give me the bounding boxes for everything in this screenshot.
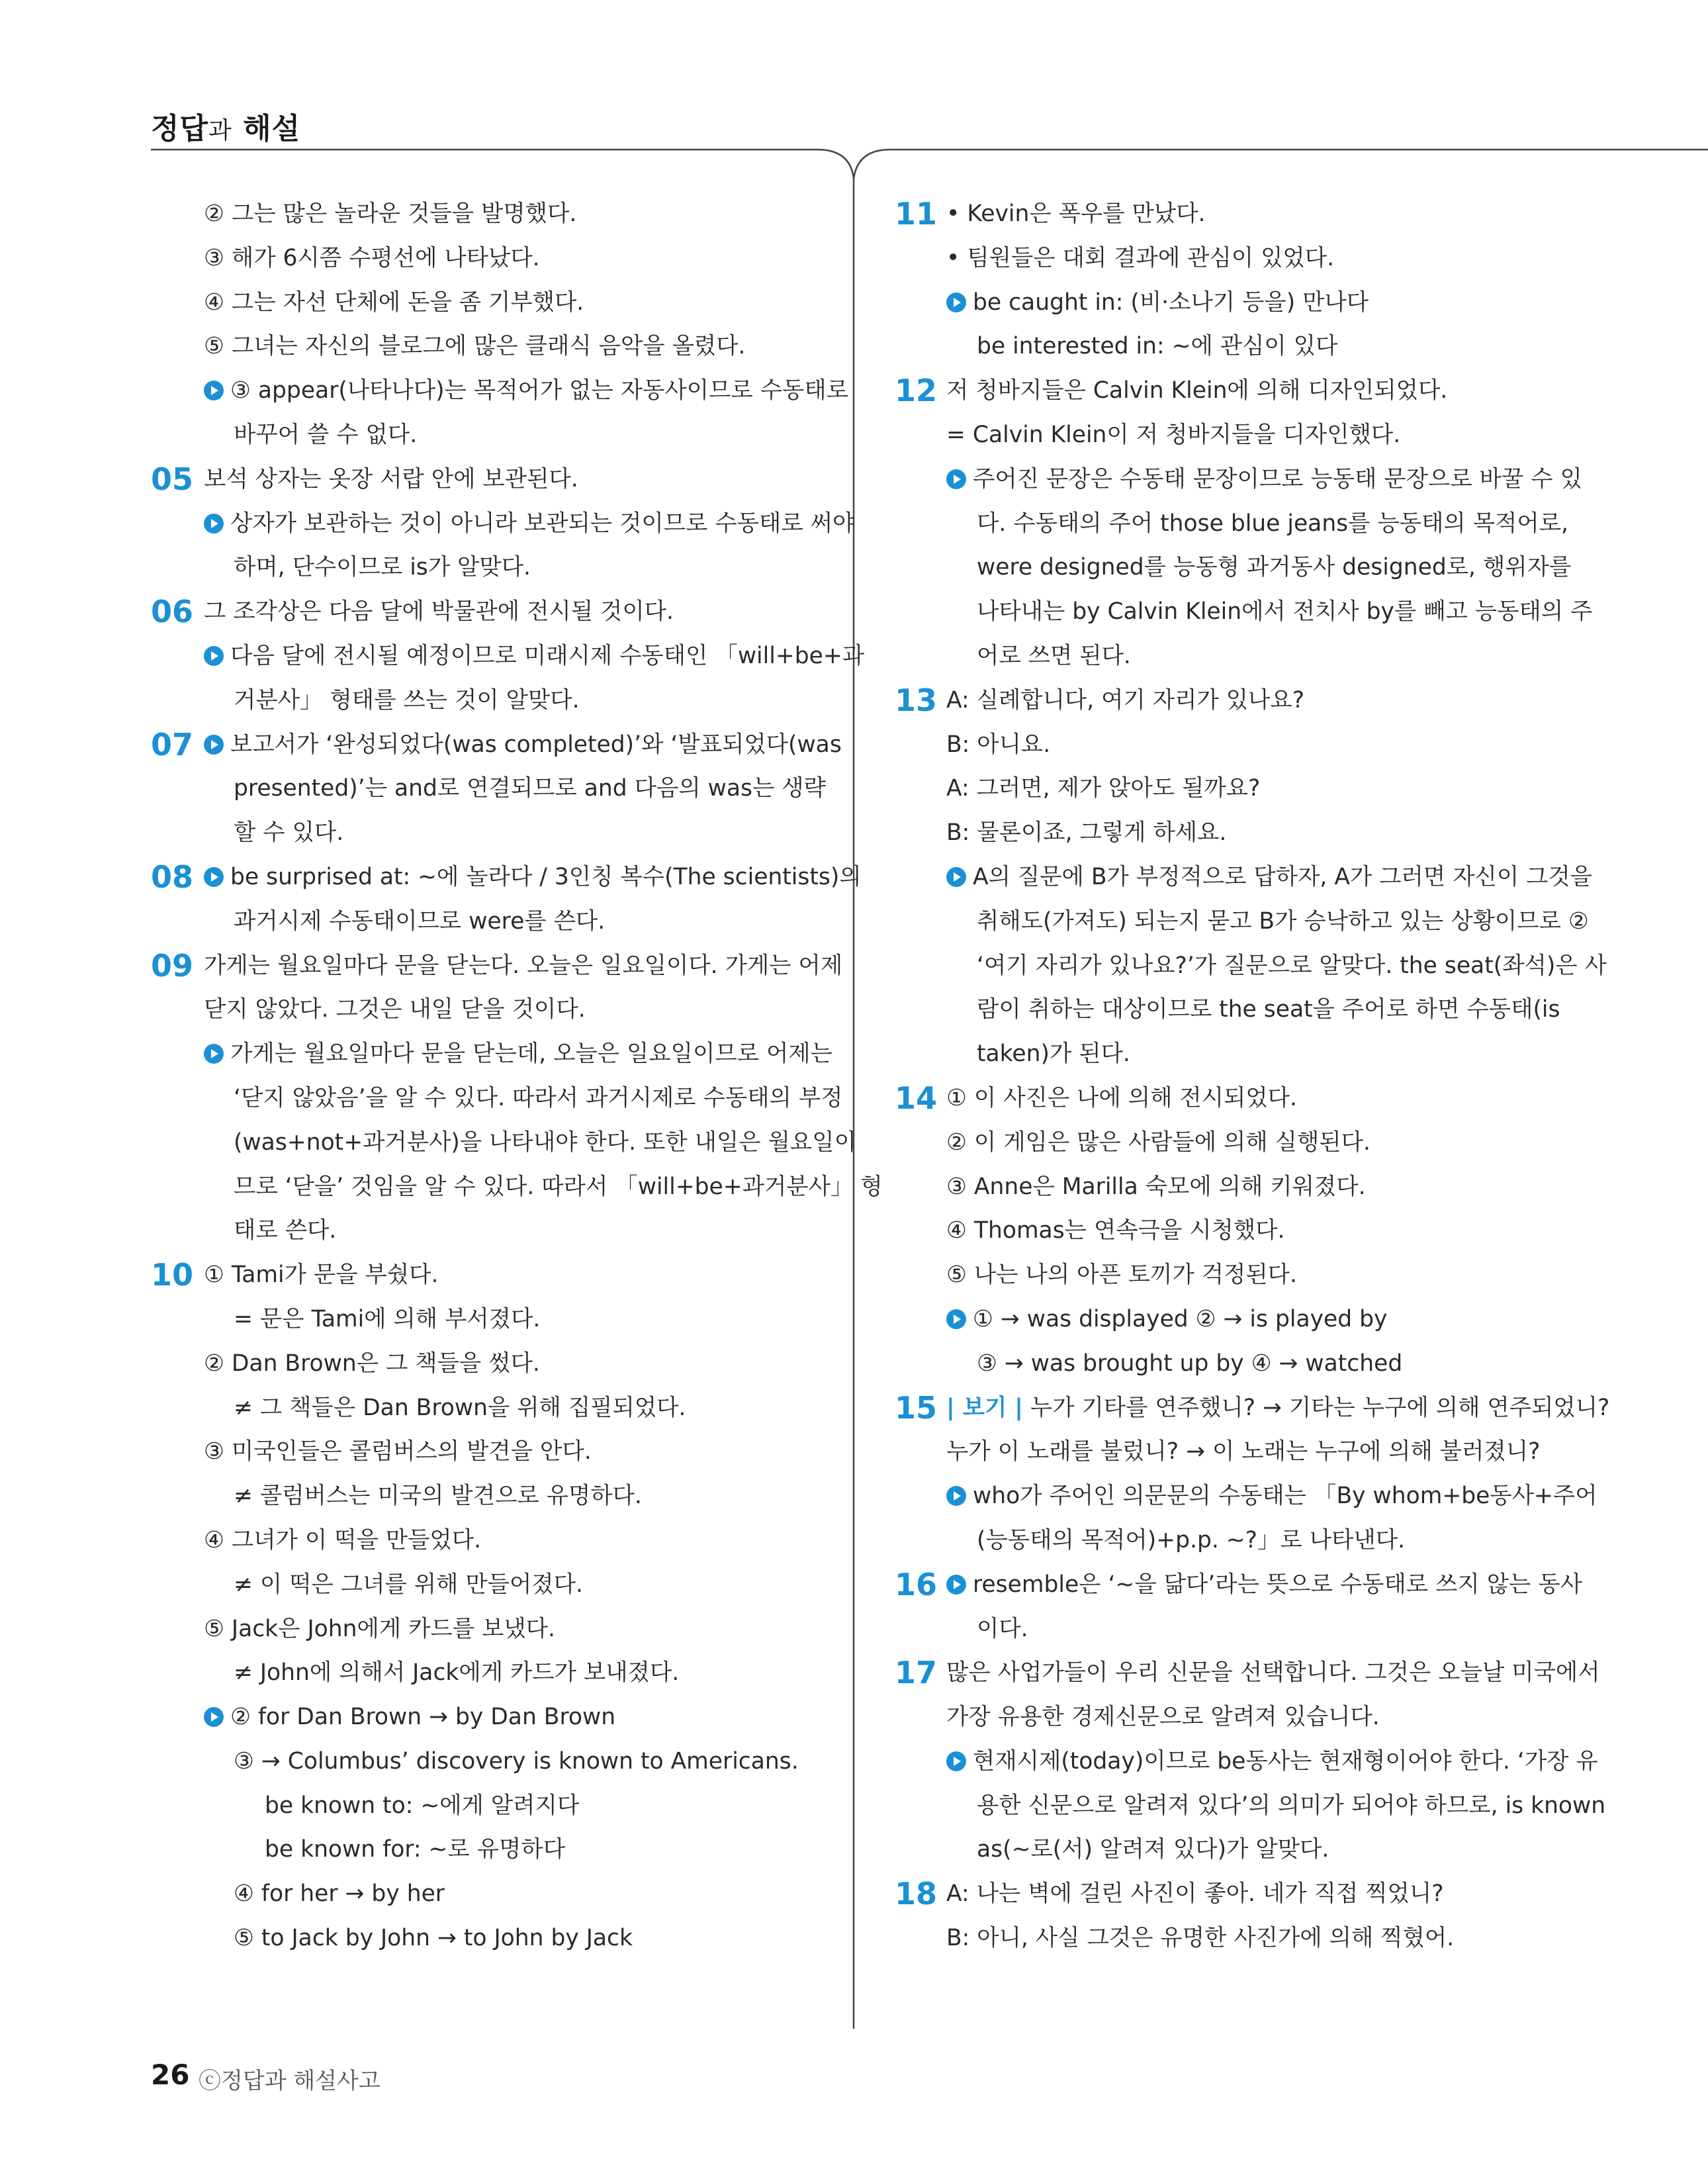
text-line (895, 900, 1589, 944)
answer-arrow-icon (946, 293, 966, 312)
line-text: ‘여기 자리가 있나요?’가 질문으로 알맞다. the seat(좌석)은 사 (977, 952, 1607, 979)
answer-arrow-icon (946, 469, 966, 489)
text-line (895, 1121, 1563, 1165)
line-text: A의 질문에 B가 부정적으로 답하자, A가 그러면 자신이 그것을 (973, 863, 1593, 890)
line-text: B: 아니요. (946, 731, 1051, 758)
header-title-a: 정답 (151, 112, 209, 146)
text-line (151, 1032, 832, 1076)
line-text: resemble은 ‘~을 닮다’라는 뜻으로 수동태로 쓰지 않는 동사 (973, 1571, 1582, 1598)
question-number: 10 (151, 1257, 194, 1293)
line-text: be caught in: (비·소나기 등을) 만나다 (973, 289, 1369, 316)
line-text: A: 실례합니다, 여기 자리가 있나요? (946, 686, 1305, 714)
line-text: ③ 미국인들은 콜럼버스의 발견을 안다. (204, 1438, 592, 1465)
text-line (895, 1474, 1597, 1518)
left-column (151, 192, 883, 1961)
text-line (151, 1430, 819, 1474)
line-text: ③ Anne은 Marilla 숙모에 의해 키워졌다. (946, 1173, 1366, 1200)
text-line (895, 1430, 1563, 1474)
line-text: were designed를 능동형 과거동사 designed로, 행위자를 (977, 554, 1572, 581)
line-text: 주어진 문장은 수동태 문장이므로 능동태 문장으로 바꿀 수 있 (973, 465, 1582, 492)
line-text: 가게는 월요일마다 문을 닫는데, 오늘은 일요일이므로 어제는 (230, 1041, 832, 1068)
text-line (895, 457, 1582, 502)
line-text: • Kevin은 폭우를 만났다. (946, 201, 1206, 227)
line-text: ③ appear(나타나다)는 목적어가 없는 자동사이므로 수동태로 (230, 377, 849, 404)
line-text: ④ 그녀가 이 떡을 만들었다. (204, 1526, 482, 1553)
line-text: 하며, 단수이므로 is가 알맞다. (234, 554, 531, 581)
question-number: 17 (895, 1655, 938, 1691)
line-text: 가장 유용한 경제신문으로 알려져 있습니다. (946, 1704, 1380, 1731)
text-line (151, 457, 819, 502)
text-line (895, 766, 1563, 811)
line-text: (능동태의 목적어)+p.p. ~?」로 나타낸다. (977, 1526, 1406, 1553)
text-line (895, 369, 1563, 413)
text-line (151, 855, 862, 900)
line-text: B: 물론이죠, 그렇게 하세요. (946, 819, 1227, 847)
text-line (151, 1342, 819, 1386)
question-number: 16 (895, 1566, 938, 1602)
text-line (895, 944, 1607, 988)
text-line (895, 1607, 1563, 1651)
line-text: 보고서가 ‘완성되었다(was completed)’와 ‘발표되었다(was (230, 731, 842, 758)
text-line (895, 634, 1563, 678)
text-line (151, 590, 819, 634)
line-text: ⑤ 나는 나의 아픈 토끼가 걱정된다. (946, 1262, 1297, 1289)
line-text: B: 아니, 사실 그것은 유명한 사진가에 의해 찍혔어. (946, 1925, 1455, 1952)
text-line (895, 723, 1563, 767)
text-line (151, 1121, 856, 1165)
text-line (895, 1253, 1563, 1297)
copyright-text: ⓒ정답과 해설사고 (199, 2068, 381, 2094)
line-text: ③ 해가 6시쯤 수평선에 나타났다. (204, 244, 540, 271)
line-text: taken)가 된다. (977, 1041, 1130, 1068)
text-line (895, 811, 1563, 855)
line-text: 누가 이 노래를 불렀니? → 이 노래는 누구에 의해 불러졌니? (946, 1438, 1541, 1465)
text-line (895, 1916, 1563, 1961)
text-line (895, 1076, 1563, 1121)
page-number: 26 (151, 2059, 190, 2091)
text-line (151, 1209, 819, 1253)
text-line (151, 1784, 819, 1828)
text-line (895, 1209, 1563, 1253)
line-text: 취해도(가져도) 되는지 묻고 B가 승낙하고 있는 상황이므로 ② (977, 907, 1589, 935)
text-line (151, 988, 819, 1032)
line-text: 거분사」 형태를 쓰는 것이 알맞다. (234, 686, 580, 714)
line-text: 보석 상자는 옷장 서랍 안에 보관된다. (204, 465, 578, 492)
line-text: ≠ John에 의해서 Jack에게 카드가 보내졌다. (234, 1659, 680, 1687)
line-text: 그 조각상은 다음 달에 박물관에 전시될 것이다. (204, 598, 674, 625)
text-line (151, 1165, 883, 1209)
text-line (151, 1076, 843, 1121)
text-line (151, 369, 849, 413)
answer-arrow-icon (204, 1044, 224, 1064)
line-text: 저 청바지들은 Calvin Klein에 의해 디자인되었다. (946, 377, 1448, 404)
line-text: ④ for her → by her (234, 1880, 445, 1908)
question-number: 15 (895, 1389, 938, 1426)
text-line (895, 590, 1593, 634)
line-text: 현재시제(today)이므로 be동사는 현재형이어야 한다. ‘가장 유 (973, 1747, 1598, 1775)
line-text: be known to: ~에게 알려지다 (265, 1792, 580, 1819)
answer-arrow-icon (204, 1707, 224, 1727)
answer-arrow-icon (946, 1751, 966, 1771)
line-text: 이다. (977, 1615, 1028, 1642)
line-text: 과거시제 수동태이므로 were를 쓴다. (234, 907, 606, 935)
line-text: = 문은 Tami에 의해 부서졌다. (234, 1305, 541, 1332)
line-text: 할 수 있다. (234, 819, 344, 847)
line-text: 므로 ‘닫을’ 것임을 알 수 있다. 따라서 「will+be+과거분사」 형 (234, 1173, 883, 1200)
text-line (895, 281, 1563, 325)
text-line (151, 1607, 819, 1651)
text-line (151, 766, 826, 811)
text-line (151, 413, 819, 457)
line-text: 어로 쓰면 된다. (977, 642, 1131, 669)
text-line (895, 1828, 1563, 1872)
text-line (895, 1518, 1563, 1563)
answer-arrow-icon (204, 646, 224, 666)
header-title-b: 과 (208, 117, 232, 144)
line-text: ① 이 사진은 나에 의해 전시되었다. (946, 1084, 1297, 1111)
answer-arrow-icon (946, 1486, 966, 1506)
question-number: 18 (895, 1876, 938, 1912)
text-line (895, 1695, 1563, 1739)
line-text: ③ → Columbus’ discovery is known to Americans. (234, 1747, 799, 1775)
line-text: ② 그는 많은 놀라운 것들을 발명했다. (204, 201, 577, 227)
question-number: 14 (895, 1080, 938, 1116)
line-text: (was+not+과거분사)을 나타내야 한다. 또한 내일은 월요일이 (234, 1129, 856, 1156)
text-line (151, 1739, 819, 1784)
text-line (895, 1872, 1563, 1916)
answer-arrow-icon (946, 1309, 966, 1329)
line-text: 용한 신문으로 알려져 있다’의 의미가 되어야 하므로, is known (977, 1792, 1606, 1819)
line-text: ≠ 그 책들은 Dan Brown을 위해 집필되었다. (234, 1394, 686, 1421)
text-line (895, 1165, 1563, 1209)
text-line (895, 678, 1563, 723)
right-column (895, 192, 1610, 1961)
text-line (151, 324, 819, 369)
text-line (151, 723, 842, 767)
line-text: ④ Thomas는 연속극을 시청했다. (946, 1217, 1285, 1244)
text-line (895, 1297, 1563, 1342)
question-number: 12 (895, 373, 938, 409)
line-text: ① → was displayed ② → is played by (973, 1305, 1388, 1332)
answer-arrow-icon (946, 867, 966, 887)
line-text: ② for Dan Brown → by Dan Brown (230, 1704, 616, 1731)
line-text: ③ → was brought up by ④ → watched (977, 1350, 1403, 1377)
line-text: be surprised at: ~에 놀라다 / 3인칭 복수(The scientists)의 (230, 863, 862, 890)
text-line (895, 1563, 1582, 1607)
text-line (151, 944, 843, 988)
text-line (151, 634, 865, 678)
text-line (895, 1342, 1563, 1386)
text-line (895, 1784, 1606, 1828)
text-line (151, 281, 819, 325)
question-number: 06 (151, 594, 194, 630)
line-text: as(~로(서) 알려져 있다)가 알맞다. (977, 1836, 1329, 1863)
question-number: 07 (151, 726, 194, 763)
text-line (895, 192, 1563, 236)
header-title-c: 해설 (243, 112, 301, 146)
line-text: ≠ 콜럼버스는 미국의 발견으로 유명하다. (234, 1483, 642, 1510)
text-line (151, 502, 855, 546)
text-line (151, 1297, 819, 1342)
answer-arrow-icon (946, 1575, 966, 1595)
example-label: | 보기 | (946, 1394, 1023, 1421)
answer-arrow-icon (204, 735, 224, 755)
question-number: 13 (895, 682, 938, 718)
line-text: 나타내는 by Calvin Klein에서 전치사 by를 빼고 능동태의 주 (977, 598, 1593, 625)
text-line (895, 413, 1563, 457)
line-text: ② 이 게임은 많은 사람들에 의해 실행된다. (946, 1129, 1371, 1156)
line-text: 바꾸어 쓸 수 없다. (234, 421, 418, 448)
line-text: ② Dan Brown은 그 책들을 썼다. (204, 1350, 540, 1377)
line-text: 닫지 않았다. 그것은 내일 닫을 것이다. (204, 996, 586, 1023)
line-text: • 팀원들은 대회 결과에 관심이 있었다. (946, 244, 1335, 271)
answer-arrow-icon (204, 381, 224, 400)
text-line (151, 1386, 819, 1430)
line-text: ‘닫지 않았음’을 알 수 있다. 따라서 과거시제로 수동태의 부정 (234, 1084, 843, 1111)
line-text: A: 나는 벽에 걸린 사진이 좋아. 네가 직접 찍었니? (946, 1880, 1444, 1908)
text-line (151, 1253, 819, 1297)
question-number: 08 (151, 858, 194, 895)
question-number: 05 (151, 461, 194, 497)
text-line (151, 236, 819, 281)
text-line (151, 1695, 819, 1739)
line-text: be known for: ~로 유명하다 (265, 1836, 566, 1863)
line-text: be interested in: ~에 관심이 있다 (977, 333, 1338, 360)
line-text: ≠ 이 떡은 그녀를 위해 만들어졌다. (234, 1571, 583, 1598)
text-line (151, 678, 819, 723)
text-line (151, 1828, 819, 1872)
text-line (895, 545, 1572, 590)
line-text: A: 그러면, 제가 앉아도 될까요? (946, 775, 1261, 802)
line-text: ⑤ to Jack by John → to John by Jack (234, 1925, 633, 1952)
text-line (151, 1651, 819, 1695)
answer-arrow-icon (204, 514, 224, 533)
text-line (895, 988, 1563, 1032)
answer-arrow-icon (204, 867, 224, 887)
line-text: 누가 기타를 연주했니? → 기타는 누구에 의해 연주되었니? (1022, 1394, 1610, 1421)
text-line (895, 1386, 1610, 1430)
line-text: 가게는 월요일마다 문을 닫는다. 오늘은 일요일이다. 가게는 어제 (204, 952, 843, 979)
line-text: 다. 수동태의 주어 those blue jeans를 능동태의 목적어로, (977, 510, 1568, 537)
text-line (151, 1872, 819, 1916)
text-line (151, 811, 819, 855)
question-number: 11 (895, 196, 938, 232)
line-text: who가 주어인 의문문의 수동태는 「By whom+be동사+주어 (973, 1483, 1597, 1510)
line-text: presented)’는 and로 연결되므로 and 다음의 was는 생략 (234, 775, 826, 802)
line-text: ① Tami가 문을 부쉈다. (204, 1262, 439, 1289)
text-line (151, 545, 819, 590)
line-text: ⑤ 그녀는 자신의 블로그에 많은 클래식 음악을 올렸다. (204, 333, 746, 360)
line-text: ⑤ Jack은 John에게 카드를 보냈다. (204, 1615, 555, 1642)
text-line (151, 1563, 819, 1607)
line-text: ④ 그는 자선 단체에 돈을 좀 기부했다. (204, 289, 584, 316)
text-line (151, 900, 819, 944)
text-line (151, 1916, 819, 1961)
text-line (895, 236, 1563, 281)
line-text: 태로 쓴다. (234, 1217, 337, 1244)
line-text: 다음 달에 전시될 예정이므로 미래시제 수동태인 「will+be+과 (230, 642, 865, 669)
line-text: 상자가 보관하는 것이 아니라 보관되는 것이므로 수동태로 써야 (230, 510, 855, 537)
text-line (895, 502, 1568, 546)
text-line (895, 1032, 1563, 1076)
text-line (895, 1739, 1598, 1784)
text-line (151, 1518, 819, 1563)
text-line (895, 855, 1593, 900)
text-line (895, 1651, 1600, 1695)
text-line (895, 324, 1563, 369)
line-text: 람이 취하는 대상이므로 the seat을 주어로 하면 수동태(is (977, 996, 1560, 1023)
text-line (151, 192, 819, 236)
question-number: 09 (151, 947, 194, 984)
text-line (151, 1474, 819, 1518)
line-text: = Calvin Klein이 저 청바지들을 디자인했다. (946, 421, 1401, 448)
line-text: 많은 사업가들이 우리 신문을 선택합니다. 그것은 오늘날 미국에서 (946, 1659, 1600, 1687)
